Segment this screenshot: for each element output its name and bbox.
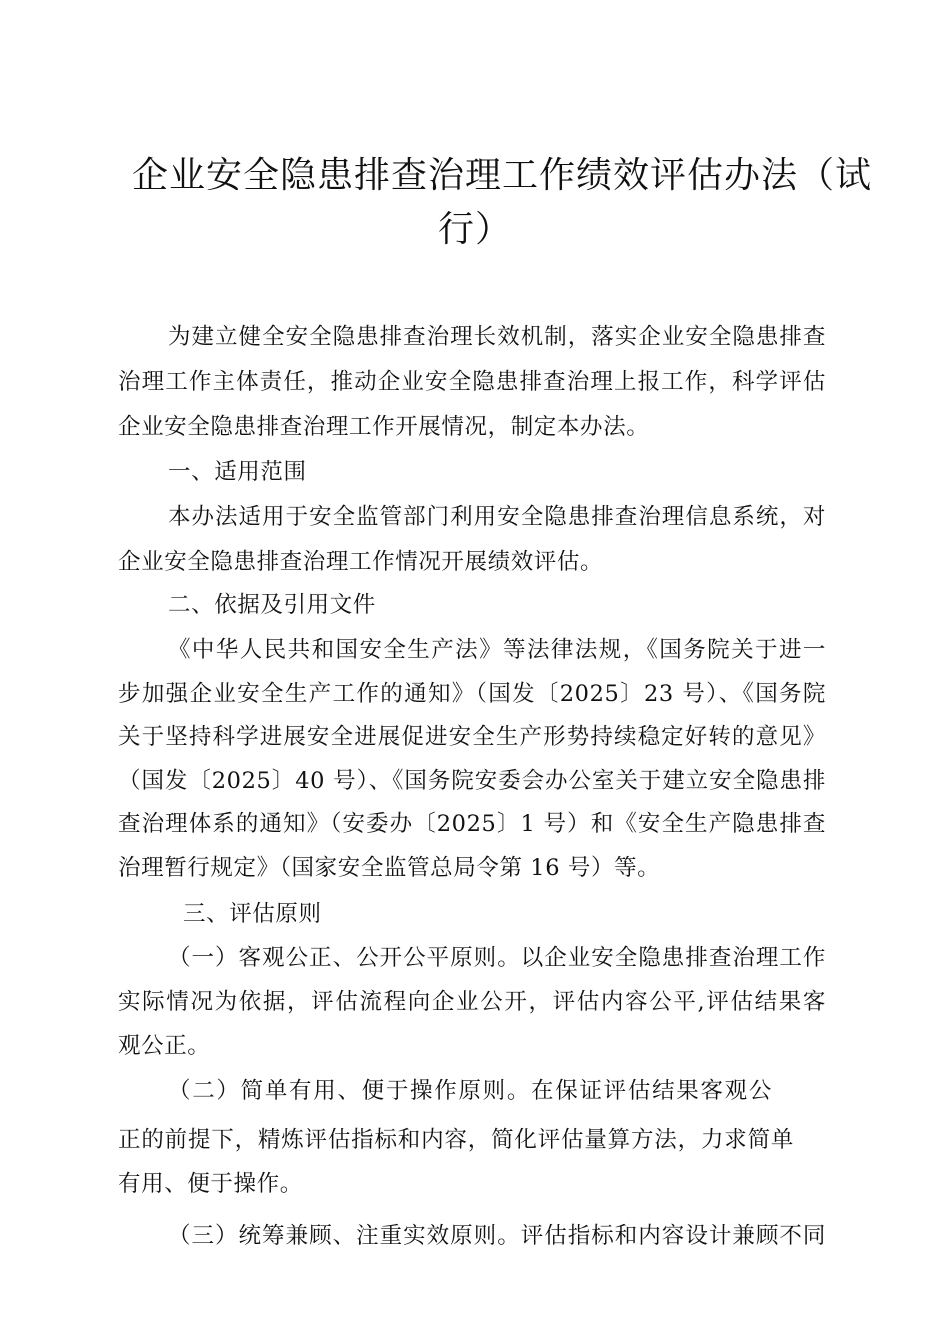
document-title-line-1: 企业安全隐患排查治理工作绩效评估办法（试 — [132, 155, 873, 196]
paragraph-line: 治理暂行规定》（国家安全监管总局令第 16 号）等。 — [118, 855, 661, 881]
paragraph-line: 治理工作主体责任，推动企业安全隐患排查治理上报工作，科学评估 — [118, 369, 826, 395]
paragraph-line: 企业安全隐患排查治理工作开展情况，制定本办法。 — [118, 414, 650, 440]
paragraph-line: 步加强企业安全生产工作的通知》（国发〔2025〕23 号）、《国务院 — [118, 681, 826, 707]
paragraph-line: （国发〔2025〕40 号）、《国务院安委会办公室关于建立安全隐患排 — [118, 768, 826, 794]
paragraph-line: 企业安全隐患排查治理工作情况开展绩效评估。 — [118, 549, 604, 575]
paragraph-line: 关于坚持科学进展安全进展促进安全生产形势持续稳定好转的意见》 — [118, 724, 826, 750]
section-heading: 三、评估原则 — [183, 901, 322, 927]
paragraph-line: 《中华人民共和国安全生产法》等法律法规，《国务院关于进一 — [168, 637, 826, 663]
section-heading: 二、依据及引用文件 — [168, 592, 376, 618]
paragraph-line: 为建立健全安全隐患排查治理长效机制，落实企业安全隐患排查 — [168, 324, 826, 350]
paragraph-line: （三）统筹兼顾、注重实效原则。评估指标和内容设计兼顾不同 — [168, 1223, 826, 1249]
paragraph-line: 本办法适用于安全监管部门利用安全隐患排查治理信息系统，对 — [168, 504, 826, 530]
section-heading: 一、适用范围 — [168, 459, 307, 485]
paragraph-line: 实际情况为依据，评估流程向企业公开，评估内容公平,评估结果客 — [118, 989, 826, 1015]
paragraph-line: （二）简单有用、便于操作原则。在保证评估结果客观公 — [168, 1078, 772, 1104]
paragraph-line: 正的前提下，精炼评估指标和内容，简化评估量算方法，力求简单 — [118, 1127, 794, 1153]
paragraph-line: 观公正。 — [118, 1033, 211, 1059]
paragraph-line: （一）客观公正、公开公平原则。以企业安全隐患排查治理工作 — [168, 945, 826, 971]
paragraph-line: 查治理体系的通知》（安委办〔2025〕1 号）和《安全生产隐患排查 — [118, 811, 826, 837]
paragraph-line: 有用、便于操作。 — [118, 1171, 303, 1197]
document-title-line-2: 行） — [437, 209, 512, 250]
